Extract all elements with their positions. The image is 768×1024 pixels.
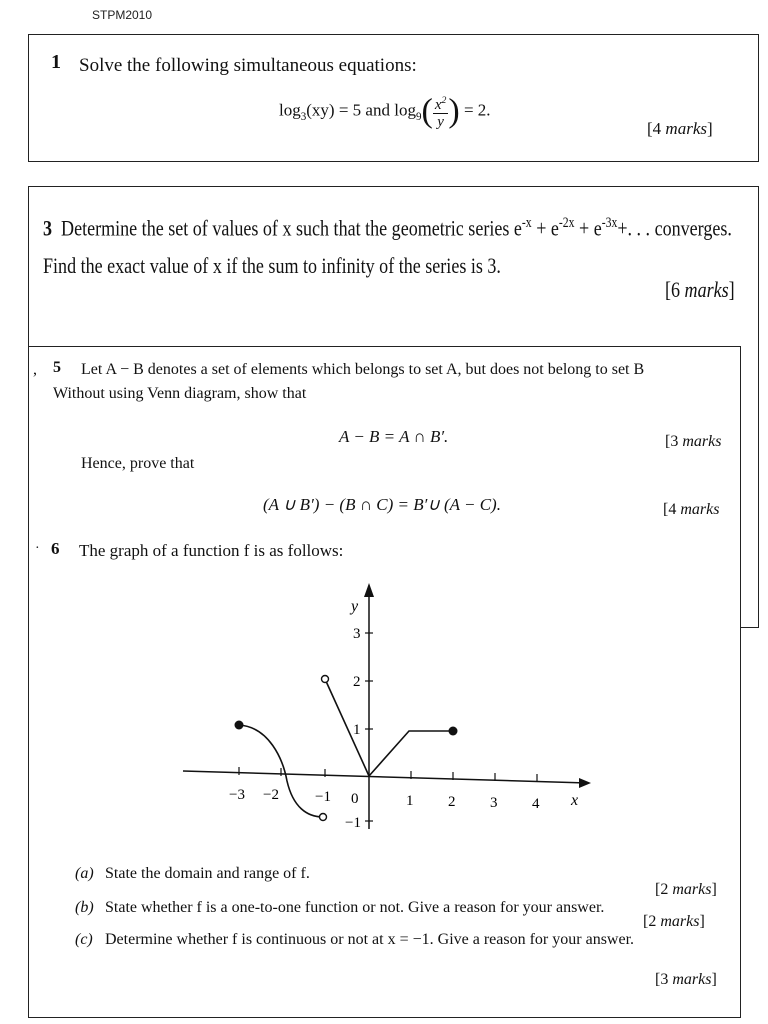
- x-tick-label-neg2: −2: [263, 787, 279, 803]
- x-tick-label-0: 0: [351, 791, 359, 807]
- question-5-marks-1: [3 marks: [665, 433, 722, 450]
- part-a-marks: [2 marks]: [655, 881, 717, 898]
- questions-5-6-box: [28, 346, 741, 1018]
- question-5-line-2: Without using Venn diagram, show that: [53, 385, 307, 402]
- y-tick-label-2: 2: [353, 674, 361, 690]
- part-c-text: Determine whether f is continuous or not at x = −1. Give a reason for your answer.: [105, 931, 635, 948]
- part-b-label: (b): [75, 899, 94, 916]
- x-tick-label-4: 4: [532, 796, 540, 812]
- closed-point-2-1: [449, 727, 458, 736]
- question-1-stem: Solve the following simultaneous equations:: [79, 55, 417, 76]
- question-3-line-2: Find the exact value of x if the sum to infinity of the series is 3.: [43, 253, 501, 278]
- question-1-equation: $\log_3(xy) = 5$ and $\log_9$( $\frac{x^2}{y}$ ) = 2.: [279, 92, 491, 130]
- x-axis: [183, 771, 587, 783]
- question-5-number: 5: [53, 359, 61, 376]
- x-tick-label-neg3: −3: [229, 787, 245, 803]
- tick-mark: ,: [33, 361, 37, 378]
- question-5-hence: Hence, prove that: [81, 455, 195, 472]
- part-a-text: State the domain and range of f.: [105, 865, 310, 882]
- open-point-neg1-2: [322, 676, 329, 683]
- question-5-line-1: Let A − B denotes a set of elements which belongs to set A, but does not belong to set B: [81, 361, 645, 378]
- function-graph: [179, 581, 619, 851]
- fraction-x2-over-y: $\frac{x^2}{y}$: [434, 95, 447, 130]
- part-b-text: State whether f is a one-to-one function or not. Give a reason for your answer.: [105, 899, 605, 916]
- question-5-marks-2: [4 marks: [663, 501, 720, 518]
- part-c-marks: [3 marks]: [655, 971, 717, 988]
- question-1-number: 1: [51, 51, 61, 73]
- part-b-marks: [2 marks]: [643, 913, 705, 930]
- question-5-equation-2: (A ∪ B′) − (B ∩ C) = B′∪ (A − C).: [263, 495, 501, 514]
- y-tick-label-1: 1: [353, 722, 361, 738]
- question-6-number: 6: [51, 539, 60, 558]
- x-tick-label-1: 1: [406, 793, 414, 809]
- exam-code: STPM2010: [92, 8, 153, 22]
- question-1-marks: [4 marks]: [647, 119, 713, 138]
- line-segment-origin-to-2: [369, 731, 453, 776]
- x-axis-arrow: [579, 778, 591, 788]
- question-6-stem: The graph of a function f is as follows:: [79, 541, 344, 560]
- question-5-equation-1: A − B = A ∩ B′.: [339, 427, 449, 446]
- part-c-label: (c): [75, 931, 93, 948]
- part-a-label: (a): [75, 865, 94, 882]
- question-1-box: [28, 34, 759, 162]
- line-segment-neg1-to-origin: [325, 679, 369, 776]
- x-tick-label-neg1: −1: [315, 789, 331, 805]
- open-point-neg1-neg1: [320, 814, 327, 821]
- y-tick-label-3: 3: [353, 626, 361, 642]
- y-axis-label: y: [351, 598, 359, 615]
- x-tick-label-2: 2: [448, 794, 456, 810]
- y-axis-arrow: [364, 583, 374, 597]
- question-3-line-1: 3 Determine the set of values of x such that the geometric series $e^{-x} + e^{-2x} + e^{-3x}+$. . . converges.: [43, 215, 732, 241]
- question-3-marks: [6 marks]: [665, 277, 735, 302]
- y-tick-label-neg1: −1: [345, 815, 361, 831]
- x-tick-label-3: 3: [490, 795, 498, 811]
- x-axis-label: x: [571, 792, 579, 809]
- closed-point-neg3-1: [235, 721, 244, 730]
- bullet-dot: ·: [35, 541, 40, 556]
